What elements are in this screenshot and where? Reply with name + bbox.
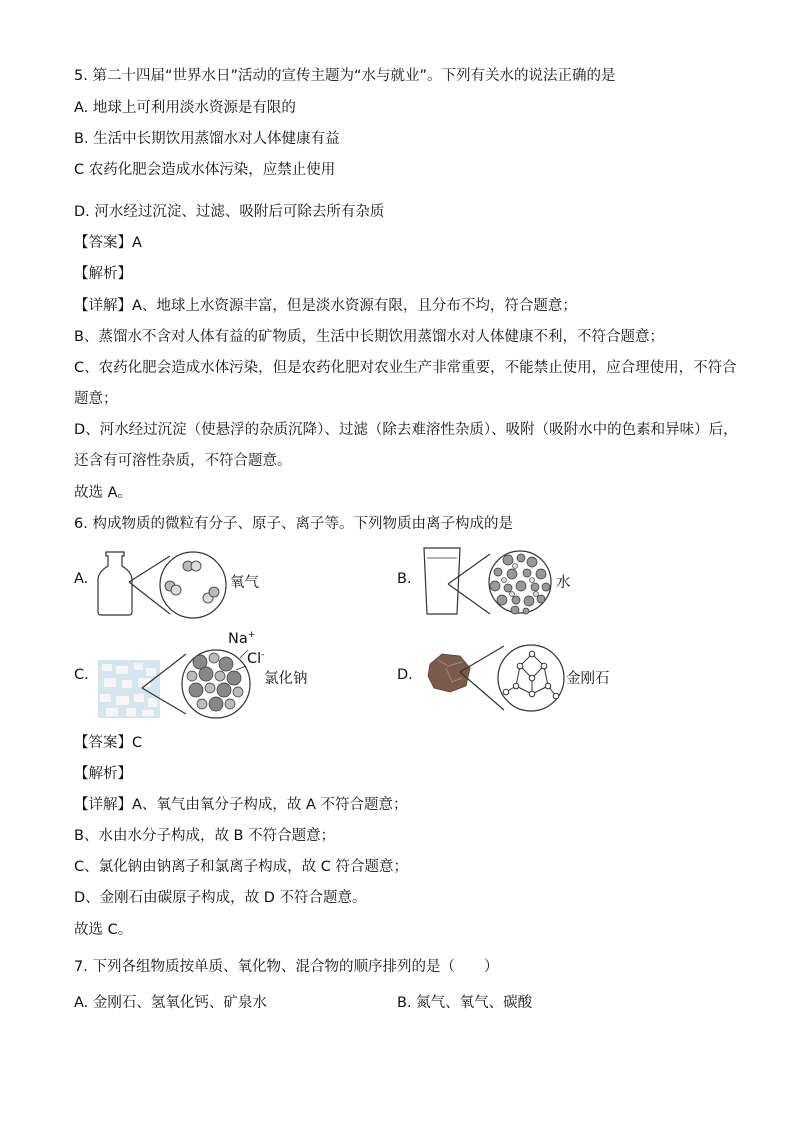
q6-option-b-name: 水: [556, 575, 571, 591]
q5-conclusion: 故选 A。: [74, 485, 133, 501]
q6-analysis-label: 【解析】: [74, 766, 132, 782]
q7-option-b: B. 氮气、氧气、碳酸: [397, 995, 533, 1011]
q6-stem: 6. 构成物质的微粒有分子、原子、离子等。下列物质由离子构成的是: [74, 516, 513, 532]
q6-option-d-letter: D.: [397, 667, 413, 683]
oxygen-bottle-figure: [92, 546, 232, 622]
q5-option-d: D. 河水经过沉淀、过滤、吸附后可除去所有杂质: [74, 204, 385, 220]
q6-answer: 【答案】C: [74, 735, 143, 751]
q6-option-c-ion-cl: Cl-: [247, 650, 265, 667]
q6-option-b-letter: B.: [397, 571, 412, 587]
q5-analysis-label: 【解析】: [74, 266, 132, 282]
q6-conclusion: 故选 C。: [74, 922, 133, 938]
q5-detail-3: C、农药化肥会造成水体污染，但是农药化肥对农业生产非常重要，不能禁止使用，应合理使用，不符合: [74, 360, 737, 376]
q6-option-c-ion-na: Na+: [228, 630, 256, 647]
q7-option-a: A. 金刚石、氢氧化钙、矿泉水: [74, 995, 267, 1011]
q6-option-a-letter: A.: [74, 571, 89, 587]
q6-option-d-name: 金刚石: [566, 671, 610, 687]
q6-detail-3: C、氯化钠由钠离子和氯离子构成，故 C 符合题意；: [74, 859, 408, 875]
q5-detail-2: B、蒸馏水不含对人体有益的矿物质，生活中长期饮用蒸馏水对人体健康不利，不符合题意；: [74, 329, 664, 345]
q5-option-b: B. 生活中长期饮用蒸馏水对人体健康有益: [74, 131, 340, 147]
diamond-figure: [420, 638, 570, 718]
water-glass-figure: [420, 544, 560, 622]
q6-detail-1: 【详解】A、氧气由氧分子构成，故 A 不符合题意；: [74, 797, 408, 813]
q5-detail-4: 题意；: [74, 391, 118, 407]
q5-detail-1: 【详解】A、地球上水资源丰富，但是淡水资源有限，且分布不均，符合题意；: [74, 298, 577, 314]
q6-option-c-letter: C.: [74, 667, 89, 683]
q5-stem: 5. 第二十四届“世界水日”活动的宣传主题为“水与就业”。下列有关水的说法正确的是: [74, 68, 616, 84]
q5-detail-6: 还含有可溶性杂质，不符合题意。: [74, 453, 292, 469]
q5-option-a: A. 地球上可利用淡水资源是有限的: [74, 100, 296, 116]
q6-detail-2: B、水由水分子构成，故 B 不符合题意；: [74, 828, 336, 844]
q5-option-c: C 农药化肥会造成水体污染，应禁止使用: [74, 162, 336, 178]
q6-option-c-name: 氯化钠: [264, 671, 308, 687]
q5-answer: 【答案】A: [74, 235, 142, 251]
q5-detail-5: D、河水经过沉淀（使悬浮的杂质沉降）、过滤（除去难溶性杂质）、吸附（吸附水中的色素和异味）后，: [74, 422, 738, 438]
q6-option-a-name: 氧气: [230, 575, 259, 591]
q6-detail-4: D、金刚石由碳原子构成，故 D 不符合题意。: [74, 890, 367, 906]
q7-stem: 7. 下列各组物质按单质、氧化物、混合物的顺序排列的是（ ）: [74, 959, 499, 975]
